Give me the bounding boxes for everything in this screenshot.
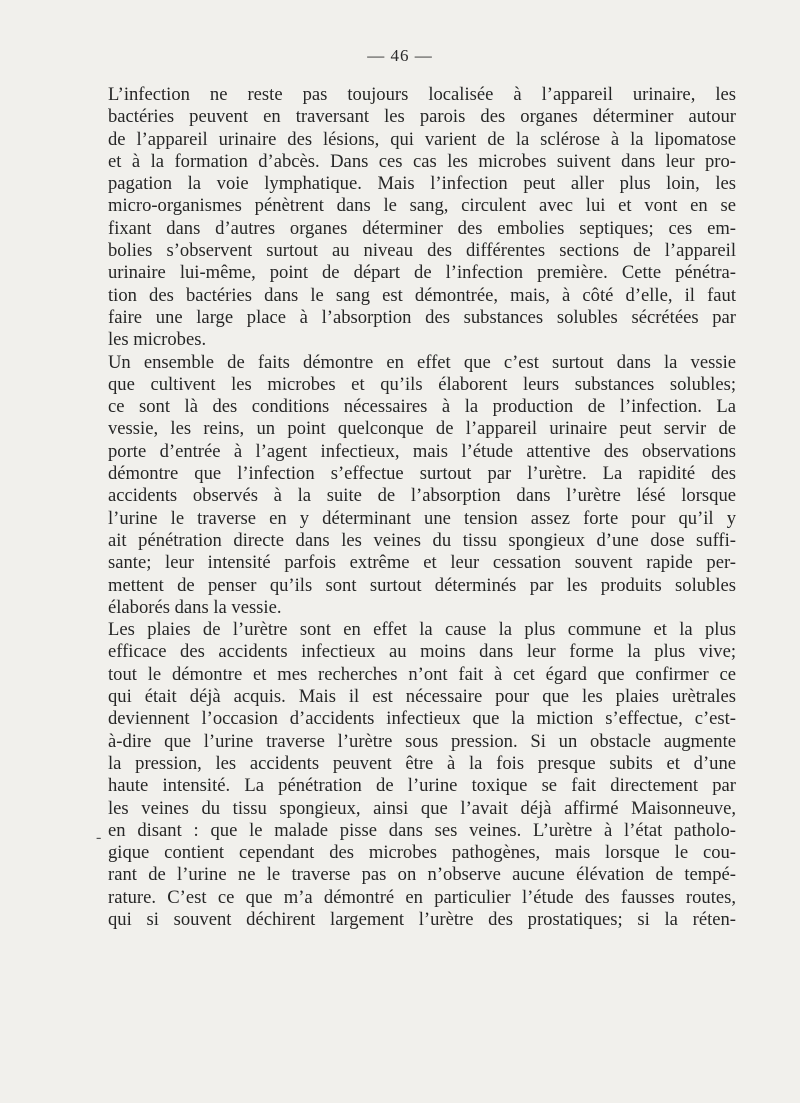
text-line: L’infection ne reste pas toujours localisée à l’appareil urinaire, les bbox=[108, 84, 736, 105]
body-text bbox=[108, 84, 736, 931]
text-line: haute intensité. La pénétration de l’urine toxique se fait directement par bbox=[108, 775, 736, 797]
text-line: de l’appareil urinaire des lésions, qui varient de la sclérose à la lipomatose bbox=[108, 128, 736, 150]
text-line: deviennent l’occasion d’accidents infectieux que la miction s’effectue, c’est- bbox=[108, 708, 736, 730]
text-line: sante; leur intensité parfois extrême et leur cessation souvent rapide per- bbox=[108, 552, 736, 574]
text-line: urinaire lui-même, point de départ de l’infection première. Cette pénétra- bbox=[108, 262, 736, 284]
text-line: bactéries peuvent en traversant les parois des organes déterminer autour bbox=[108, 106, 736, 128]
text-line: efficace des accidents infectieux au moins dans leur forme la plus vive; bbox=[108, 641, 736, 663]
text-line: ait pénétration directe dans les veines du tissu spongieux d’une dose suffi- bbox=[108, 529, 736, 551]
text-line: Un ensemble de faits démontre en effet que c’est surtout dans la vessie bbox=[108, 351, 736, 373]
text-line: la pression, les accidents peuvent être à la fois presque subits et d’une bbox=[108, 752, 736, 774]
text-line: faire une large place à l’absorption des substances solubles sécrétées par bbox=[108, 306, 736, 328]
margin-mark: - bbox=[96, 829, 102, 846]
text-line: ce sont là des conditions nécessaires à la production de l’infection. La bbox=[108, 396, 736, 418]
text-line: rature. C’est ce que m’a démontré en particulier l’étude des fausses routes, bbox=[108, 886, 736, 908]
text-line: mettent de penser qu’ils sont surtout déterminés par les produits solubles bbox=[108, 574, 736, 596]
text-line: démontre que l’infection s’effectue surtout par l’urètre. La rapidité des bbox=[108, 463, 736, 485]
text-line: les veines du tissu spongieux, ainsi que l’avait déjà affirmé Maisonneuve, bbox=[108, 797, 736, 819]
text-line: porte d’entrée à l’agent infectieux, mais l’étude attentive des observations bbox=[108, 440, 736, 462]
text-line: bolies s’observent surtout au niveau des différentes sections de l’appareil bbox=[108, 240, 736, 262]
text-line: tion des bactéries dans le sang est démontrée, mais, à côté d’elle, il faut bbox=[108, 284, 736, 306]
text-line: vessie, les reins, un point quelconque de l’appareil urinaire peut servir de bbox=[108, 418, 736, 440]
text-line: fixant dans d’autres organes déterminer des embolies septiques; ces em- bbox=[108, 217, 736, 239]
page-number: — 46 — bbox=[367, 46, 433, 65]
text-line: gique contient cependant des microbes pathogènes, mais lorsque le cou- bbox=[108, 842, 736, 864]
text-line: élaborés dans la vessie. bbox=[108, 596, 282, 618]
text-line: tout le démontre et mes recherches n’ont fait à cet égard que confirmer ce bbox=[108, 663, 736, 685]
text-line: accidents observés à la suite de l’absorption dans l’urètre lésé lorsque bbox=[108, 485, 736, 507]
text-line: et à la formation d’abcès. Dans ces cas les microbes suivent dans leur pro- bbox=[108, 150, 736, 172]
text-line: qui était déjà acquis. Mais il est nécessaire pour que les plaies urètrales bbox=[108, 686, 736, 708]
text-line: qui si souvent déchirent largement l’urètre des prostatiques; si la réten- bbox=[108, 908, 736, 930]
text-line: Les plaies de l’urètre sont en effet la cause la plus commune et la plus bbox=[108, 619, 736, 641]
text-line: micro-organismes pénètrent dans le sang, circulent avec lui et vont en se bbox=[108, 195, 736, 217]
text-line: rant de l’urine ne le traverse pas on n’observe aucune élévation de tempé- bbox=[108, 864, 736, 886]
text-line: l’urine le traverse en y déterminant une tension assez forte pour qu’il y bbox=[108, 507, 736, 529]
text-line: à-dire que l’urine traverse l’urètre sous pression. Si un obstacle augmente bbox=[108, 730, 736, 752]
text-line: pagation la voie lymphatique. Mais l’infection peut aller plus loin, les bbox=[108, 173, 736, 195]
text-line: que cultivent les microbes et qu’ils élaborent leurs substances solubles; bbox=[108, 373, 736, 395]
text-line: en disant : que le malade pisse dans ses veines. L’urètre à l’état patholo- bbox=[108, 819, 736, 841]
text-line: les microbes. bbox=[108, 329, 207, 351]
